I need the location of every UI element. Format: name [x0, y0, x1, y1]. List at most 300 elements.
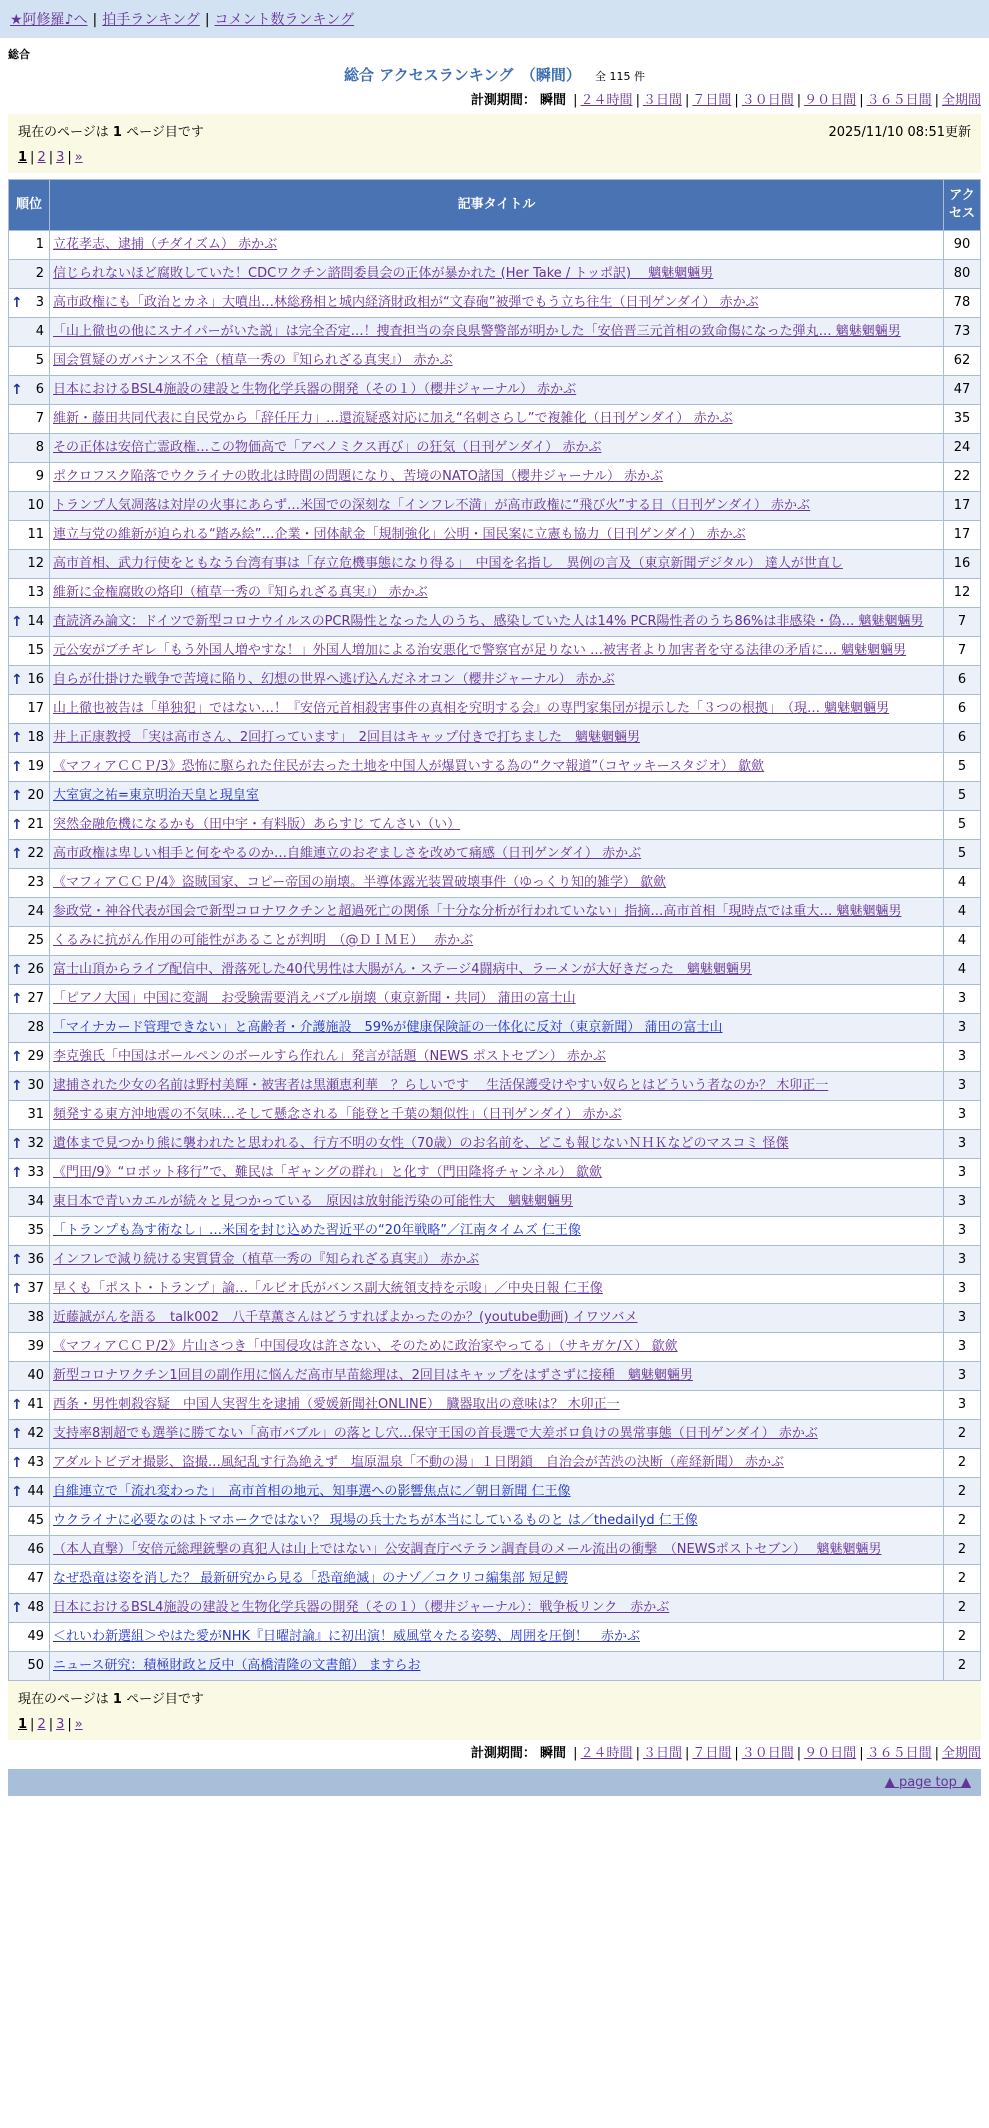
ranking-table	[8, 179, 981, 1681]
separator: |	[734, 93, 739, 108]
access-count: 2	[944, 1536, 981, 1565]
access-count: 4	[944, 956, 981, 985]
rank-up-arrow-icon: ↑	[11, 1165, 23, 1181]
article-link[interactable]: 《門田/9》“ロボット移行”で、難民は「ギャングの群れ」と化す（門田隆将チャンネル） 歙歛	[53, 1165, 602, 1180]
title-cell	[50, 318, 944, 347]
title-cell	[50, 347, 944, 376]
rank-up-arrow-icon: ↑	[11, 1078, 23, 1094]
title-cell	[50, 1478, 944, 1507]
table-row	[9, 1478, 981, 1507]
period-link[interactable]: ３６５日間	[866, 1746, 932, 1761]
rank-cell	[9, 1449, 50, 1478]
rank-number: 10	[27, 498, 44, 513]
rank-up-arrow-icon: ↑	[11, 1281, 23, 1297]
article-link[interactable]: ＜れいわ新選組＞やはた愛がNHK『日曜討論』に初出演！威風堂々たる姿勢、周囲を圧倒！ 赤かぶ	[53, 1629, 641, 1644]
article-link[interactable]: 元公安がブチギレ「もう外国人増やすな！」外国人増加による治安悪化で警察官が足りない …被害者より加害者を守る法律の矛盾に… 魑魅魍魎男	[53, 643, 907, 658]
rank-cell	[9, 666, 50, 695]
article-link[interactable]: 支持率8割超でも選挙に勝てない「高市バブル」の落とし穴…保守王国の首長選で大差ボロ負けの異常事態（日刊ゲンダイ） 赤かぶ	[53, 1426, 818, 1441]
access-count: 12	[944, 579, 981, 608]
article-link[interactable]: 連立与党の維新が迫られる“踏み絵”…企業・団体献金「規制強化」公明・国民案に立憲も協力（日刊ゲンダイ） 赤かぶ	[53, 527, 746, 542]
rank-number: 24	[27, 904, 44, 919]
article-link[interactable]: 参政党・神谷代表が国会で新型コロナワクチンと超過死亡の関係「十分な分析が行われていない」指摘…高市首相「現時点では重大… 魑魅魍魎男	[53, 904, 902, 919]
table-row	[9, 376, 981, 405]
updated-timestamp: 2025/11/10 08:51更新	[828, 125, 971, 140]
title-cell	[50, 521, 944, 550]
rank-number: 2	[35, 266, 44, 281]
separator: |	[734, 1746, 739, 1761]
rank-cell	[9, 1246, 50, 1275]
separator: |	[573, 1746, 578, 1761]
article-link[interactable]: 《マフィアＣＣＰ/3》恐怖に駆られた住民が去った土地を中国人が爆買いする為の“クマ報道”（コヤッキースタジオ） 歙歛	[53, 759, 765, 774]
title-cell	[50, 260, 944, 289]
table-row	[9, 666, 981, 695]
page-title: 総合 アクセスランキング （瞬間）	[344, 66, 581, 84]
rank-cell	[9, 1565, 50, 1594]
category-label: 総合	[8, 48, 30, 61]
rank-number: 18	[27, 730, 44, 745]
rank-cell	[9, 1536, 50, 1565]
title-cell	[50, 405, 944, 434]
rank-up-arrow-icon: ↑	[11, 1049, 23, 1065]
rank-number: 9	[35, 469, 44, 484]
table-row	[9, 1449, 981, 1478]
rank-cell	[9, 811, 50, 840]
period-link[interactable]: ３６５日間	[866, 93, 932, 108]
period-link[interactable]: ７日間	[692, 93, 732, 108]
title-cell	[50, 1594, 944, 1623]
article-link[interactable]: 逮捕された少女の名前は野村美輝・被害者は黒瀬恵利華 ？らしいです 生活保護受けやすい奴らとはどういう者なのか？ 木卯正一	[53, 1078, 829, 1093]
rank-cell	[9, 1188, 50, 1217]
access-count: 90	[944, 231, 981, 260]
table-row	[9, 260, 981, 289]
article-link[interactable]: 《マフィアＣＣＰ/2》片山さつき「中国侵攻は許さない、そのために政治家やってる」（サキガケ/Ｘ） 歙歛	[53, 1339, 678, 1354]
rank-number: 17	[27, 701, 44, 716]
access-count: 3	[944, 1275, 981, 1304]
rank-number: 21	[27, 817, 44, 832]
access-count: 2	[944, 1507, 981, 1536]
table-row	[9, 1594, 981, 1623]
article-link[interactable]: 維新に金権腐敗の烙印（植草一秀の『知られざる真実』） 赤かぶ	[53, 585, 428, 600]
article-link[interactable]: 早くも「ポスト・トランプ」論…「ルビオ氏がバンス副大統領支持を示唆」／中央日報 仁王像	[53, 1281, 603, 1296]
rank-cell	[9, 637, 50, 666]
title-cell	[50, 1217, 944, 1246]
article-link[interactable]: トランプ人気凋落は対岸の火事にあらず…米国での深刻な「インフレ不満」が高市政権に“飛び火”する日（日刊ゲンダイ） 赤かぶ	[53, 498, 811, 513]
table-row	[9, 1130, 981, 1159]
access-count: 2	[944, 1478, 981, 1507]
title-cell	[50, 434, 944, 463]
table-row	[9, 985, 981, 1014]
rank-number: 27	[27, 991, 44, 1006]
article-link[interactable]: 日本におけるBSL4施設の建設と生物化学兵器の開発（その１）（櫻井ジャーナル）：戦争板リンク 赤かぶ	[53, 1600, 670, 1615]
rank-cell	[9, 521, 50, 550]
period-link[interactable]: ３日間	[642, 1746, 682, 1761]
pagination-link[interactable]: »	[74, 1717, 83, 1732]
access-count: 7	[944, 608, 981, 637]
table-row	[9, 1623, 981, 1652]
access-count: 3	[944, 1217, 981, 1246]
table-row	[9, 1304, 981, 1333]
table-header-row	[9, 180, 981, 231]
article-link[interactable]: アダルトビデオ撮影、盗撮…風紀乱す行為絶えず 塩原温泉「不動の湯」１日閉鎖 自治会が苦渋の決断（産経新聞） 赤かぶ	[53, 1455, 784, 1470]
access-count: 3	[944, 1072, 981, 1101]
rank-cell	[9, 1130, 50, 1159]
access-count: 6	[944, 666, 981, 695]
rank-cell	[9, 1304, 50, 1333]
separator: |	[859, 1746, 864, 1761]
article-link[interactable]: 「山上徹也の他にスナイパーがいた説」は完全否定…！捜査担当の奈良県警警部が明かした「安倍晋三元首相の致命傷になった弾丸… 魑魅魍魎男	[53, 324, 901, 339]
rank-number: 33	[27, 1165, 44, 1180]
article-link[interactable]: 東日本で青いカエルが続々と見つかっている 原因は放射能汚染の可能性大 魑魅魍魎男	[53, 1194, 574, 1209]
rank-number: 8	[35, 440, 44, 455]
title-cell	[50, 898, 944, 927]
separator: |	[204, 12, 210, 28]
rank-cell	[9, 463, 50, 492]
separator: |	[934, 1746, 939, 1761]
pagination-link[interactable]: 2	[37, 150, 46, 165]
nav-link[interactable]: コメント数ランキング	[214, 12, 355, 28]
pagination-top	[18, 150, 971, 165]
title-cell	[50, 1043, 944, 1072]
title-cell	[50, 608, 944, 637]
article-link[interactable]: 立花孝志、逮捕（チダイズム） 赤かぶ	[53, 237, 278, 252]
table-row	[9, 550, 981, 579]
rank-number: 41	[27, 1397, 44, 1412]
separator: |	[635, 1746, 640, 1761]
rank-cell	[9, 289, 50, 318]
article-link[interactable]: 「マイナカード管理できない」と高齢者・介護施設 59%が健康保険証の一体化に反対（東京新聞） 蒲田の富士山	[53, 1020, 723, 1035]
rank-cell	[9, 347, 50, 376]
article-link[interactable]: 国会質疑のガバナンス不全（植草一秀の『知られざる真実』） 赤かぶ	[53, 353, 453, 368]
title-cell	[50, 1333, 944, 1362]
access-count: 3	[944, 1188, 981, 1217]
rank-number: 12	[27, 556, 44, 571]
rank-cell	[9, 724, 50, 753]
table-row	[9, 492, 981, 521]
access-count: 3	[944, 1391, 981, 1420]
rank-cell	[9, 695, 50, 724]
rank-number: 50	[27, 1658, 44, 1673]
rank-cell	[9, 1507, 50, 1536]
rank-cell	[9, 1072, 50, 1101]
access-count: 35	[944, 405, 981, 434]
title-column-header: 記事タイトル	[50, 180, 944, 231]
rank-up-arrow-icon: ↑	[11, 730, 23, 746]
table-row	[9, 1652, 981, 1681]
rank-cell	[9, 985, 50, 1014]
table-row	[9, 1420, 981, 1449]
separator: |	[30, 1717, 35, 1732]
access-count: 3	[944, 1159, 981, 1188]
rank-number: 39	[27, 1339, 44, 1354]
article-link[interactable]: 高市政権は卑しい相手と何をやるのか…自維連立のおぞましさを改めて痛感（日刊ゲンダイ） 赤かぶ	[53, 846, 642, 861]
table-row	[9, 405, 981, 434]
table-row	[9, 1391, 981, 1420]
article-link[interactable]: くるみに抗がん作用の可能性があることが判明 （@ＤＩＭＥ） 赤かぶ	[53, 933, 474, 948]
article-link[interactable]: 自らが仕掛けた戦争で苦境に陥り、幻想の世界へ逃げ込んだネオコン（櫻井ジャーナル） 赤かぶ	[53, 672, 615, 687]
rank-number: 47	[27, 1571, 44, 1586]
rank-up-arrow-icon: ↑	[11, 817, 23, 833]
rank-cell	[9, 1275, 50, 1304]
article-link[interactable]: 遺体まで見つかり熊に襲われたと思われる、行方不明の女性（70歳）のお名前を、どこも報じないＮＨＫなどのマスコミ 怪傑	[53, 1136, 789, 1151]
page-top-bar	[8, 1769, 981, 1796]
rank-up-arrow-icon: ↑	[11, 382, 23, 398]
rank-cell	[9, 927, 50, 956]
table-row	[9, 869, 981, 898]
article-link[interactable]: 富士山頂からライブ配信中、滑落死した40代男性は大腸がん・ステージ4闘病中、ラーメンが大好きだった 魑魅魍魎男	[53, 962, 752, 977]
article-link[interactable]: インフレで減り続ける実質賃金（植草一秀の『知られざる真実』） 赤かぶ	[53, 1252, 480, 1267]
title-cell	[50, 1188, 944, 1217]
rank-number: 5	[35, 353, 44, 368]
access-count: 47	[944, 376, 981, 405]
title-cell	[50, 579, 944, 608]
period-link[interactable]: ７日間	[692, 1746, 732, 1761]
title-cell	[50, 724, 944, 753]
rank-number: 6	[35, 382, 44, 397]
article-link[interactable]: ニュース研究：積極財政と反中（高橋清隆の文書館） ますらお	[53, 1658, 421, 1673]
access-count: 24	[944, 434, 981, 463]
title-cell	[50, 1101, 944, 1130]
table-row	[9, 1362, 981, 1391]
title-cell	[50, 1014, 944, 1043]
title-cell	[50, 1072, 944, 1101]
access-count: 3	[944, 1101, 981, 1130]
rank-cell	[9, 1014, 50, 1043]
rank-cell	[9, 405, 50, 434]
title-cell	[50, 956, 944, 985]
article-link[interactable]: 高市首相、武力行使をともなう台湾有事は「存立危機事態になり得る」 中国を名指し 異例の言及（東京新聞デジタル） 達人が世直し	[53, 556, 843, 571]
access-count: 2	[944, 1449, 981, 1478]
title-cell	[50, 985, 944, 1014]
rank-number: 4	[35, 324, 44, 339]
table-row	[9, 1188, 981, 1217]
table-row	[9, 579, 981, 608]
period-link[interactable]: ２４時間	[580, 1746, 633, 1761]
access-count: 5	[944, 811, 981, 840]
separator: |	[684, 1746, 690, 1761]
article-link[interactable]: 高市政権にも「政治とカネ」大噴出…林総務相と城内経済財政相が“文春砲”被弾でもう立ち往生（日刊ゲンダイ） 赤かぶ	[53, 295, 759, 310]
title-cell	[50, 840, 944, 869]
pagination-link[interactable]: 2	[37, 1717, 46, 1732]
access-count: 3	[944, 1246, 981, 1275]
rank-cell	[9, 1362, 50, 1391]
rank-cell	[9, 840, 50, 869]
title-cell	[50, 637, 944, 666]
current-page-text: 現在のページは 1 ページ目です	[18, 125, 204, 140]
rank-number: 28	[27, 1020, 44, 1035]
pagination-link[interactable]: 3	[56, 1717, 65, 1732]
page-info-box-bottom	[8, 1681, 981, 1740]
period-link[interactable]: ３日間	[642, 93, 682, 108]
table-row	[9, 840, 981, 869]
period-link[interactable]: ３０日間	[741, 1746, 794, 1761]
period-selector-bottom: 計測期間： 瞬間 | ２４時間 | ３日間 | ７日間 | ３０日間 | ９０日間 | ３６５日間 | 全期間	[470, 1746, 981, 1761]
rank-cell	[9, 869, 50, 898]
article-link[interactable]: 突然金融危機になるかも（田中宇・有料版）あらすじ てんさい（い）	[53, 817, 461, 832]
rank-cell	[9, 898, 50, 927]
table-row	[9, 1159, 981, 1188]
rank-number: 46	[27, 1542, 44, 1557]
rank-up-arrow-icon: ↑	[11, 614, 23, 630]
rank-number: 38	[27, 1310, 44, 1325]
access-count: 5	[944, 840, 981, 869]
article-link[interactable]: 新型コロナワクチン1回目の副作用に悩んだ高市早苗総理は、2回目はキャップをはずさずに接種 魑魅魍魎男	[53, 1368, 693, 1383]
page-info-box-top	[8, 114, 981, 173]
table-row	[9, 927, 981, 956]
rank-number: 3	[35, 295, 44, 310]
article-link[interactable]: 「トランプも為す術なし」…米国を封じ込めた習近平の“20年戦略”／江南タイムズ 仁王像	[53, 1223, 581, 1238]
separator: |	[934, 93, 939, 108]
article-link[interactable]: 「ピアノ大国」中国に変調 お受験需要消えバブル崩壊（東京新聞・共同） 蒲田の富士山	[53, 991, 576, 1006]
rank-up-arrow-icon: ↑	[11, 295, 23, 311]
article-link[interactable]: ポクロフスク陥落でウクライナの敗北は時間の問題になり、苦境のNATO諸国（櫻井ジャーナル） 赤かぶ	[53, 469, 664, 484]
access-count: 3	[944, 1304, 981, 1333]
rank-cell	[9, 608, 50, 637]
table-row	[9, 1246, 981, 1275]
access-count: 2	[944, 1565, 981, 1594]
period-label: 計測期間：	[470, 93, 536, 108]
access-count: 3	[944, 1362, 981, 1391]
separator: |	[573, 93, 578, 108]
rank-number: 1	[35, 237, 44, 252]
article-link[interactable]: 維新・藤田共同代表に自民党から「辞任圧力」…還流疑惑対応に加え“名刺さらし”で複雑化（日刊ゲンダイ） 赤かぶ	[53, 411, 733, 426]
access-count: 80	[944, 260, 981, 289]
rank-number: 19	[27, 759, 44, 774]
title-line	[0, 64, 989, 85]
rank-up-arrow-icon: ↑	[11, 991, 23, 1007]
table-row	[9, 289, 981, 318]
rank-cell	[9, 231, 50, 260]
rank-up-arrow-icon: ↑	[11, 1397, 23, 1413]
title-cell	[50, 811, 944, 840]
rank-cell	[9, 1391, 50, 1420]
rank-number: 15	[27, 643, 44, 658]
table-row	[9, 956, 981, 985]
period-link[interactable]: ９０日間	[804, 93, 857, 108]
title-cell	[50, 1623, 944, 1652]
nav-link[interactable]: 拍手ランキング	[102, 12, 200, 28]
article-link[interactable]: 近藤誠がんを語る talk002 八千草薫さんはどうすればよかったのか？(youtube動画) イワツバメ	[53, 1310, 638, 1325]
title-cell	[50, 1536, 944, 1565]
title-cell	[50, 231, 944, 260]
article-link[interactable]: 西条・男性刺殺容疑 中国人実習生を逮捕（愛媛新聞社ONLINE） 臓器取出の意味は？ 木卯正一	[53, 1397, 620, 1412]
separator: |	[796, 93, 802, 108]
title-cell	[50, 927, 944, 956]
access-count: 7	[944, 637, 981, 666]
top-nav-bar	[0, 0, 989, 38]
article-link[interactable]: （本人直撃）「安倍元総理銃撃の真犯人は山上ではない」公安調査庁ベテラン調査員のメール流出の衝撃 （NEWSポストセブン） 魑魅魍魎男	[53, 1542, 882, 1557]
title-cell	[50, 753, 944, 782]
page-top-link[interactable]: ▲ page top ▲	[884, 1775, 971, 1790]
access-count: 3	[944, 985, 981, 1014]
nav-link[interactable]: ★阿修羅♪へ	[10, 12, 88, 28]
access-count: 5	[944, 753, 981, 782]
rank-number: 49	[27, 1629, 44, 1644]
article-link[interactable]: ウクライナに必要なのはトマホークではない？ 現場の兵士たちが本当にしているものと は／thedailyd 仁王像	[53, 1513, 698, 1528]
article-link[interactable]: 信じられないほど腐敗していた！CDCワクチン諮問委員会の正体が暴かれた (Her Take / トッポ訳) 魑魅魍魎男	[53, 266, 714, 281]
article-link[interactable]: その正体は安倍亡霊政権…この物価高で「アベノミクス再び」の狂気（日刊ゲンダイ） 赤かぶ	[53, 440, 602, 455]
period-link[interactable]: ３０日間	[741, 93, 794, 108]
title-cell	[50, 1304, 944, 1333]
article-link[interactable]: 頻発する東方沖地震の不気味…そして懸念される「能登と千葉の類似性」（日刊ゲンダイ） 赤かぶ	[53, 1107, 622, 1122]
article-link[interactable]: 日本におけるBSL4施設の建設と生物化学兵器の開発（その１）（櫻井ジャーナル） 赤かぶ	[53, 382, 577, 397]
rank-cell	[9, 492, 50, 521]
access-count: 4	[944, 927, 981, 956]
rank-cell	[9, 1043, 50, 1072]
table-row	[9, 753, 981, 782]
rank-number: 22	[27, 846, 44, 861]
access-count: 4	[944, 869, 981, 898]
rank-number: 26	[27, 962, 44, 977]
table-row	[9, 318, 981, 347]
access-count: 3	[944, 1014, 981, 1043]
separator: |	[67, 150, 72, 165]
title-cell	[50, 1275, 944, 1304]
rank-number: 34	[27, 1194, 44, 1209]
title-cell	[50, 695, 944, 724]
access-count: 6	[944, 695, 981, 724]
pagination-bottom	[18, 1717, 971, 1732]
rank-cell	[9, 434, 50, 463]
article-link[interactable]: 山上徹也被告は「単独犯」ではない…！『安倍元首相殺害事件の真相を究明する会』の専門家集団が提示した「３つの根拠」 （現… 魑魅魍魎男	[53, 701, 890, 716]
rank-cell	[9, 579, 50, 608]
access-count: 62	[944, 347, 981, 376]
table-row	[9, 695, 981, 724]
table-row	[9, 231, 981, 260]
rank-up-arrow-icon: ↑	[11, 1600, 23, 1616]
rank-number: 40	[27, 1368, 44, 1383]
article-link[interactable]: 井上正康教授 「実は高市さん、2回打っています」 2回目はキャップ付きで打ちました 魑魅魍魎男	[53, 730, 640, 745]
rank-number: 42	[27, 1426, 44, 1441]
title-cell	[50, 463, 944, 492]
access-count: 3	[944, 1333, 981, 1362]
period-link[interactable]: ９０日間	[804, 1746, 857, 1761]
title-cell	[50, 1130, 944, 1159]
access-column-header: アクセス	[944, 180, 981, 231]
rank-number: 37	[27, 1281, 44, 1296]
pagination-link[interactable]: »	[74, 150, 83, 165]
table-row	[9, 1043, 981, 1072]
article-link[interactable]: 大室寅之祐=東京明治天皇と現皇室	[53, 788, 259, 803]
article-link[interactable]: 李克強氏「中国はボールペンのボールすら作れん」発言が話題（NEWS ポストセブン） 赤かぶ	[53, 1049, 606, 1064]
period-link[interactable]: 全期間	[941, 1746, 981, 1761]
title-cell	[50, 1565, 944, 1594]
rank-up-arrow-icon: ↑	[11, 1455, 23, 1471]
rank-number: 20	[27, 788, 44, 803]
table-row	[9, 1072, 981, 1101]
title-cell	[50, 1449, 944, 1478]
period-link[interactable]: ２４時間	[580, 93, 633, 108]
rank-cell	[9, 1420, 50, 1449]
table-row	[9, 1101, 981, 1130]
title-cell	[50, 289, 944, 318]
article-link[interactable]: 査読済み論文：ドイツで新型コロナウイルスのPCR陽性となった人のうち、感染していた人は14% PCR陽性者のうち86%は非感染・偽… 魑魅魍魎男	[53, 614, 924, 629]
title-cell	[50, 1159, 944, 1188]
separator: |	[48, 1717, 54, 1732]
rank-cell	[9, 550, 50, 579]
pagination-link[interactable]: 3	[56, 150, 65, 165]
article-link[interactable]: 自維連立で「流れ変わった」 高市首相の地元、知事選への影響焦点に／朝日新聞 仁王像	[53, 1484, 571, 1499]
pagination-current: 1	[18, 150, 28, 165]
rank-up-arrow-icon: ↑	[11, 1136, 23, 1152]
article-link[interactable]: なぜ恐竜は姿を消した？ 最新研究から見る「恐竜絶滅」のナゾ／コクリコ編集部 短足鰐	[53, 1571, 568, 1586]
article-link[interactable]: 《マフィアＣＣＰ/4》盗賊国家、コピー帝国の崩壊。半導体露光装置破壊事件（ゆっくり知的雑学） 歙歛	[53, 875, 667, 890]
period-link[interactable]: 全期間	[941, 93, 981, 108]
rank-column-header: 順位	[9, 180, 50, 231]
separator: |	[635, 93, 640, 108]
table-row	[9, 463, 981, 492]
access-count: 2	[944, 1652, 981, 1681]
table-row	[9, 521, 981, 550]
